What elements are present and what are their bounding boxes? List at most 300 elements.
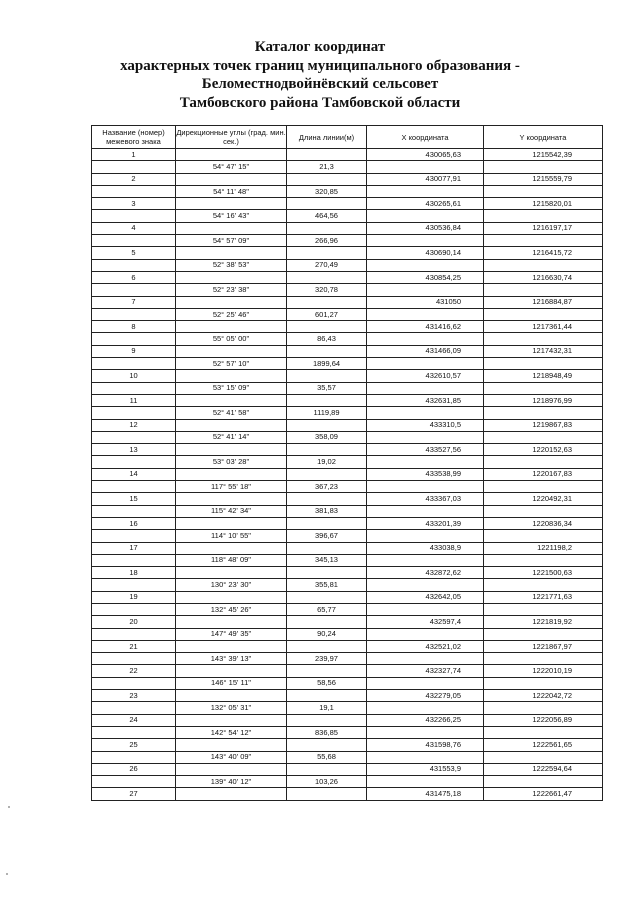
line-length-cell: 836,85 xyxy=(287,726,367,738)
table-row xyxy=(92,173,603,185)
y-coordinate-cell: 1221819,92 xyxy=(484,616,603,628)
empty-cell xyxy=(176,444,287,456)
table-row xyxy=(92,530,603,542)
x-coordinate-cell: 432642,05 xyxy=(367,591,484,603)
empty-cell xyxy=(176,173,287,185)
empty-cell xyxy=(176,542,287,554)
empty-cell xyxy=(92,382,176,394)
empty-cell xyxy=(484,628,603,640)
table-row xyxy=(92,567,603,579)
title-line-4: Тамбовского района Тамбовской области xyxy=(179,94,461,111)
point-name-cell: 12 xyxy=(92,419,176,431)
scan-speck xyxy=(8,806,10,808)
empty-cell xyxy=(367,554,484,566)
empty-cell xyxy=(92,505,176,517)
table-row xyxy=(92,591,603,603)
point-name-cell: 19 xyxy=(92,591,176,603)
direction-angle-cell: 143° 40' 09" xyxy=(176,751,287,763)
empty-cell xyxy=(176,247,287,259)
point-name-cell: 6 xyxy=(92,271,176,283)
point-name-cell: 11 xyxy=(92,394,176,406)
table-row xyxy=(92,751,603,763)
empty-cell xyxy=(176,714,287,726)
x-coordinate-cell: 432597,4 xyxy=(367,616,484,628)
empty-cell xyxy=(484,308,603,320)
empty-cell xyxy=(287,763,367,775)
line-length-cell: 355,81 xyxy=(287,579,367,591)
empty-cell xyxy=(367,431,484,443)
direction-angle-cell: 132° 05' 31" xyxy=(176,702,287,714)
x-coordinate-cell: 432872,62 xyxy=(367,567,484,579)
y-coordinate-cell: 1220152,63 xyxy=(484,444,603,456)
y-coordinate-cell: 1222010,19 xyxy=(484,665,603,677)
empty-cell xyxy=(92,259,176,271)
empty-cell xyxy=(176,690,287,702)
empty-cell xyxy=(176,198,287,210)
empty-cell xyxy=(367,210,484,222)
line-length-cell: 103,26 xyxy=(287,776,367,788)
empty-cell xyxy=(484,284,603,296)
empty-cell xyxy=(484,505,603,517)
table-row xyxy=(92,616,603,628)
y-coordinate-cell: 1215559,79 xyxy=(484,173,603,185)
table-row xyxy=(92,321,603,333)
empty-cell xyxy=(176,321,287,333)
empty-cell xyxy=(484,210,603,222)
empty-cell xyxy=(367,751,484,763)
empty-cell xyxy=(176,591,287,603)
y-coordinate-cell: 1216197,17 xyxy=(484,222,603,234)
table-row xyxy=(92,579,603,591)
empty-cell xyxy=(287,222,367,234)
empty-cell xyxy=(176,345,287,357)
point-name-cell: 16 xyxy=(92,517,176,529)
empty-cell xyxy=(287,665,367,677)
table-row xyxy=(92,370,603,382)
direction-angle-cell: 118° 48' 09" xyxy=(176,554,287,566)
point-name-cell: 22 xyxy=(92,665,176,677)
y-coordinate-cell: 1216630,74 xyxy=(484,271,603,283)
empty-cell xyxy=(367,579,484,591)
y-coordinate-cell: 1216884,87 xyxy=(484,296,603,308)
empty-cell xyxy=(287,517,367,529)
y-coordinate-cell: 1218948,49 xyxy=(484,370,603,382)
empty-cell xyxy=(484,382,603,394)
empty-cell xyxy=(367,505,484,517)
empty-cell xyxy=(176,271,287,283)
empty-cell xyxy=(92,653,176,665)
x-coordinate-cell: 430536,84 xyxy=(367,222,484,234)
header-line-length: Длина линии(м) xyxy=(287,126,367,149)
table-row xyxy=(92,788,603,800)
empty-cell xyxy=(367,358,484,370)
table-row xyxy=(92,247,603,259)
empty-cell xyxy=(367,628,484,640)
table-row xyxy=(92,739,603,751)
empty-cell xyxy=(287,493,367,505)
x-coordinate-cell: 432279,05 xyxy=(367,690,484,702)
empty-cell xyxy=(367,333,484,345)
point-name-cell: 17 xyxy=(92,542,176,554)
table-row xyxy=(92,185,603,197)
table-row xyxy=(92,505,603,517)
line-length-cell: 358,09 xyxy=(287,431,367,443)
table-row xyxy=(92,776,603,788)
table-row xyxy=(92,222,603,234)
empty-cell xyxy=(287,788,367,800)
line-length-cell: 19,02 xyxy=(287,456,367,468)
scan-speck xyxy=(6,873,8,875)
line-length-cell: 1119,89 xyxy=(287,407,367,419)
x-coordinate-cell: 430690,14 xyxy=(367,247,484,259)
x-coordinate-cell: 431466,09 xyxy=(367,345,484,357)
x-coordinate-cell: 431553,9 xyxy=(367,763,484,775)
empty-cell xyxy=(92,554,176,566)
table-row xyxy=(92,677,603,689)
header-y-coordinate: Y координата xyxy=(484,126,603,149)
empty-cell xyxy=(92,481,176,493)
empty-cell xyxy=(287,690,367,702)
empty-cell xyxy=(176,468,287,480)
table-row xyxy=(92,407,603,419)
x-coordinate-cell: 431416,62 xyxy=(367,321,484,333)
empty-cell xyxy=(287,345,367,357)
empty-cell xyxy=(92,776,176,788)
x-coordinate-cell: 433310,5 xyxy=(367,419,484,431)
point-name-cell: 23 xyxy=(92,690,176,702)
empty-cell xyxy=(287,247,367,259)
table-row xyxy=(92,517,603,529)
point-name-cell: 24 xyxy=(92,714,176,726)
y-coordinate-cell: 1221867,97 xyxy=(484,640,603,652)
empty-cell xyxy=(176,665,287,677)
empty-cell xyxy=(92,530,176,542)
empty-cell xyxy=(367,235,484,247)
table-row xyxy=(92,210,603,222)
x-coordinate-cell: 430854,25 xyxy=(367,271,484,283)
line-length-cell: 320,78 xyxy=(287,284,367,296)
point-name-cell: 5 xyxy=(92,247,176,259)
table-row xyxy=(92,603,603,615)
x-coordinate-cell: 433367,03 xyxy=(367,493,484,505)
empty-cell xyxy=(484,653,603,665)
empty-cell xyxy=(92,628,176,640)
empty-cell xyxy=(367,726,484,738)
empty-cell xyxy=(287,321,367,333)
line-length-cell: 320,85 xyxy=(287,185,367,197)
line-length-cell: 601,27 xyxy=(287,308,367,320)
table-row xyxy=(92,714,603,726)
empty-cell xyxy=(92,210,176,222)
line-length-cell: 239,97 xyxy=(287,653,367,665)
empty-cell xyxy=(287,198,367,210)
empty-cell xyxy=(367,702,484,714)
table-row xyxy=(92,394,603,406)
line-length-cell: 464,56 xyxy=(287,210,367,222)
empty-cell xyxy=(484,554,603,566)
table-row xyxy=(92,493,603,505)
point-name-cell: 8 xyxy=(92,321,176,333)
table-row xyxy=(92,259,603,271)
empty-cell xyxy=(287,444,367,456)
empty-cell xyxy=(92,456,176,468)
empty-cell xyxy=(92,185,176,197)
table-row xyxy=(92,198,603,210)
table-row xyxy=(92,628,603,640)
x-coordinate-cell: 432327,74 xyxy=(367,665,484,677)
point-name-cell: 20 xyxy=(92,616,176,628)
empty-cell xyxy=(176,763,287,775)
direction-angle-cell: 52° 25' 46" xyxy=(176,308,287,320)
empty-cell xyxy=(92,284,176,296)
empty-cell xyxy=(176,640,287,652)
x-coordinate-cell: 433538,99 xyxy=(367,468,484,480)
table-row xyxy=(92,308,603,320)
point-name-cell: 4 xyxy=(92,222,176,234)
title-line-2: характерных точек границ муниципального образования - xyxy=(120,57,520,74)
empty-cell xyxy=(287,173,367,185)
direction-angle-cell: 147° 49' 35" xyxy=(176,628,287,640)
y-coordinate-cell: 1215542,39 xyxy=(484,149,603,161)
point-name-cell: 2 xyxy=(92,173,176,185)
y-coordinate-cell: 1221198,2 xyxy=(484,542,603,554)
empty-cell xyxy=(367,776,484,788)
table-row xyxy=(92,665,603,677)
empty-cell xyxy=(484,603,603,615)
table-row xyxy=(92,431,603,443)
line-length-cell: 381,83 xyxy=(287,505,367,517)
line-length-cell: 55,68 xyxy=(287,751,367,763)
point-name-cell: 27 xyxy=(92,788,176,800)
y-coordinate-cell: 1221771,63 xyxy=(484,591,603,603)
direction-angle-cell: 54° 11' 48" xyxy=(176,185,287,197)
table-row xyxy=(92,690,603,702)
point-name-cell: 10 xyxy=(92,370,176,382)
empty-cell xyxy=(484,481,603,493)
y-coordinate-cell: 1220167,83 xyxy=(484,468,603,480)
direction-angle-cell: 55° 05' 00" xyxy=(176,333,287,345)
x-coordinate-cell: 431598,76 xyxy=(367,739,484,751)
empty-cell xyxy=(367,284,484,296)
x-coordinate-cell: 432266,25 xyxy=(367,714,484,726)
direction-angle-cell: 52° 41' 58" xyxy=(176,407,287,419)
table-row xyxy=(92,653,603,665)
empty-cell xyxy=(484,407,603,419)
x-coordinate-cell: 431050 xyxy=(367,296,484,308)
direction-angle-cell: 52° 57' 10" xyxy=(176,358,287,370)
empty-cell xyxy=(367,653,484,665)
empty-cell xyxy=(367,161,484,173)
empty-cell xyxy=(92,677,176,689)
empty-cell xyxy=(287,640,367,652)
empty-cell xyxy=(367,481,484,493)
empty-cell xyxy=(484,677,603,689)
x-coordinate-cell: 430077,91 xyxy=(367,173,484,185)
empty-cell xyxy=(92,603,176,615)
empty-cell xyxy=(367,530,484,542)
y-coordinate-cell: 1222594,64 xyxy=(484,763,603,775)
empty-cell xyxy=(484,185,603,197)
empty-cell xyxy=(287,271,367,283)
empty-cell xyxy=(287,591,367,603)
empty-cell xyxy=(92,726,176,738)
table-row xyxy=(92,284,603,296)
header-x-coordinate: X координата xyxy=(367,126,484,149)
header-point-name: Название (номер) межевого знака xyxy=(92,126,176,149)
point-name-cell: 25 xyxy=(92,739,176,751)
y-coordinate-cell: 1216415,72 xyxy=(484,247,603,259)
empty-cell xyxy=(484,259,603,271)
y-coordinate-cell: 1218976,99 xyxy=(484,394,603,406)
empty-cell xyxy=(484,776,603,788)
point-name-cell: 18 xyxy=(92,567,176,579)
line-length-cell: 86,43 xyxy=(287,333,367,345)
table-body xyxy=(92,149,603,801)
empty-cell xyxy=(367,677,484,689)
empty-cell xyxy=(176,493,287,505)
empty-cell xyxy=(484,161,603,173)
table-row xyxy=(92,271,603,283)
empty-cell xyxy=(287,394,367,406)
empty-cell xyxy=(287,149,367,161)
table-row xyxy=(92,358,603,370)
empty-cell xyxy=(92,358,176,370)
y-coordinate-cell: 1221500,63 xyxy=(484,567,603,579)
empty-cell xyxy=(176,567,287,579)
line-length-cell: 367,23 xyxy=(287,481,367,493)
empty-cell xyxy=(484,431,603,443)
y-coordinate-cell: 1222056,89 xyxy=(484,714,603,726)
direction-angle-cell: 132° 45' 26" xyxy=(176,603,287,615)
title-line-3: Беломестнодвойнёвский сельсовет xyxy=(201,76,439,92)
direction-angle-cell: 142° 54' 12" xyxy=(176,726,287,738)
table-row xyxy=(92,296,603,308)
table-row xyxy=(92,763,603,775)
empty-cell xyxy=(92,579,176,591)
empty-cell xyxy=(367,185,484,197)
direction-angle-cell: 54° 57' 09" xyxy=(176,235,287,247)
y-coordinate-cell: 1220836,34 xyxy=(484,517,603,529)
empty-cell xyxy=(484,358,603,370)
x-coordinate-cell: 433527,56 xyxy=(367,444,484,456)
direction-angle-cell: 53° 03' 28" xyxy=(176,456,287,468)
empty-cell xyxy=(92,161,176,173)
direction-angle-cell: 114° 10' 55" xyxy=(176,530,287,542)
empty-cell xyxy=(92,407,176,419)
direction-angle-cell: 139° 40' 12" xyxy=(176,776,287,788)
empty-cell xyxy=(92,235,176,247)
line-length-cell: 65,77 xyxy=(287,603,367,615)
y-coordinate-cell: 1217432,31 xyxy=(484,345,603,357)
empty-cell xyxy=(176,394,287,406)
empty-cell xyxy=(367,407,484,419)
empty-cell xyxy=(484,456,603,468)
direction-angle-cell: 52° 23' 38" xyxy=(176,284,287,296)
y-coordinate-cell: 1215820,01 xyxy=(484,198,603,210)
empty-cell xyxy=(92,702,176,714)
empty-cell xyxy=(484,530,603,542)
point-name-cell: 13 xyxy=(92,444,176,456)
x-coordinate-cell: 433038,9 xyxy=(367,542,484,554)
line-length-cell: 345,13 xyxy=(287,554,367,566)
direction-angle-cell: 115° 42' 34" xyxy=(176,505,287,517)
empty-cell xyxy=(287,567,367,579)
empty-cell xyxy=(176,788,287,800)
point-name-cell: 21 xyxy=(92,640,176,652)
line-length-cell: 90,24 xyxy=(287,628,367,640)
line-length-cell: 19,1 xyxy=(287,702,367,714)
coordinates-table xyxy=(91,125,603,801)
direction-angle-cell: 146° 15' 11" xyxy=(176,677,287,689)
point-name-cell: 7 xyxy=(92,296,176,308)
empty-cell xyxy=(367,456,484,468)
empty-cell xyxy=(287,296,367,308)
empty-cell xyxy=(176,296,287,308)
empty-cell xyxy=(92,751,176,763)
line-length-cell: 35,57 xyxy=(287,382,367,394)
y-coordinate-cell: 1222042,72 xyxy=(484,690,603,702)
y-coordinate-cell: 1219867,83 xyxy=(484,419,603,431)
empty-cell xyxy=(176,222,287,234)
empty-cell xyxy=(176,739,287,751)
empty-cell xyxy=(92,333,176,345)
x-coordinate-cell: 430065,63 xyxy=(367,149,484,161)
empty-cell xyxy=(287,370,367,382)
x-coordinate-cell: 433201,39 xyxy=(367,517,484,529)
empty-cell xyxy=(176,419,287,431)
table-row xyxy=(92,444,603,456)
table-row xyxy=(92,235,603,247)
x-coordinate-cell: 432631,85 xyxy=(367,394,484,406)
header-direction-angle: Дирекционные углы (град. мин. сек.) xyxy=(176,126,287,149)
empty-cell xyxy=(287,739,367,751)
direction-angle-cell: 130° 23' 30" xyxy=(176,579,287,591)
line-length-cell: 58,56 xyxy=(287,677,367,689)
empty-cell xyxy=(484,726,603,738)
table-header-row xyxy=(92,126,603,149)
table-row xyxy=(92,542,603,554)
empty-cell xyxy=(484,235,603,247)
table-row xyxy=(92,419,603,431)
point-name-cell: 26 xyxy=(92,763,176,775)
direction-angle-cell: 52° 38' 53" xyxy=(176,259,287,271)
y-coordinate-cell: 1220492,31 xyxy=(484,493,603,505)
title-line-1: Каталог координат xyxy=(254,39,386,55)
document-title xyxy=(0,38,640,112)
table-row xyxy=(92,149,603,161)
direction-angle-cell: 52° 41' 14" xyxy=(176,431,287,443)
empty-cell xyxy=(367,259,484,271)
empty-cell xyxy=(92,308,176,320)
direction-angle-cell: 143° 39' 13" xyxy=(176,653,287,665)
empty-cell xyxy=(484,751,603,763)
empty-cell xyxy=(367,308,484,320)
direction-angle-cell: 54° 16' 43" xyxy=(176,210,287,222)
table-row xyxy=(92,702,603,714)
empty-cell xyxy=(176,517,287,529)
empty-cell xyxy=(176,149,287,161)
empty-cell xyxy=(287,714,367,726)
y-coordinate-cell: 1222661,47 xyxy=(484,788,603,800)
empty-cell xyxy=(176,616,287,628)
empty-cell xyxy=(287,542,367,554)
empty-cell xyxy=(484,333,603,345)
point-name-cell: 15 xyxy=(92,493,176,505)
direction-angle-cell: 117° 55' 18" xyxy=(176,481,287,493)
empty-cell xyxy=(484,579,603,591)
line-length-cell: 266,96 xyxy=(287,235,367,247)
x-coordinate-cell: 432610,57 xyxy=(367,370,484,382)
